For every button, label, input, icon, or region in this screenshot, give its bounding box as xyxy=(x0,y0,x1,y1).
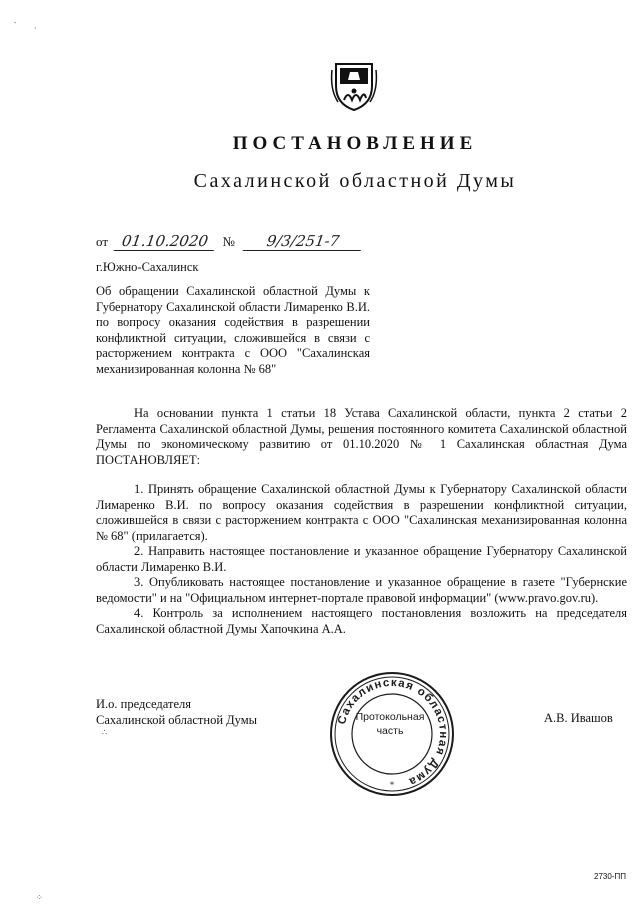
signatory-name: А.В. Ивашов xyxy=(544,711,613,725)
preamble-paragraph: На основании пункта 1 статьи 18 Устава Сахалинской области, пункта 2 статьи 2 Регламента Сахалинской областной Думы, решения постоянного комитета Сахалинской областной Думы по экономическому развитию от 01.10.2020 № 1 Сахалинская областная Дума ПОСТАНОВЛЯЕТ: xyxy=(96,406,627,467)
scan-speck: ∴ xyxy=(102,728,108,737)
scan-speck: · xyxy=(34,24,37,33)
document-subtitle: Сахалинской областной Думы xyxy=(193,170,517,192)
svg-text:*: * xyxy=(389,780,395,790)
footer-code: 2730-ПП xyxy=(594,872,626,881)
scan-speck: ⁘ xyxy=(36,893,43,902)
signatory-role-line: Сахалинской областной Думы xyxy=(96,713,258,727)
resolution-item: 4. Контроль за исполнением настоящего постановления возложить на председателя Сахалинской областной Думы Хапочкина А.А. xyxy=(96,606,627,636)
resolution-body xyxy=(96,406,627,637)
resolution-item: 3. Опубликовать настоящее постановление и указанное обращение в газете "Губернские ведомости" и на "Официальном интернет-портале правовой информации" (www.pravo.gov.ru). xyxy=(96,575,627,605)
document-title: ПОСТАНОВЛЕНИЕ xyxy=(232,133,478,154)
seal-center-line: Протокольная xyxy=(355,711,425,723)
city-line: г.Южно-Сахалинск xyxy=(96,260,199,274)
resolution-item: 1. Принять обращение Сахалинской областной Думы к Губернатору Сахалинской области Лимаренко В.И. по вопросу оказания содействия в разрешении конфликтной ситуации, сложившейся в связи с расторжением контракта с ООО "Сахалинская механизированная колонна № 68" (прилагается). xyxy=(96,482,627,543)
handwritten-number: 9/3/251-7 xyxy=(243,232,364,251)
seal-center-line: часть xyxy=(376,725,404,737)
resolution-item: 2. Направить настоящее постановление и указанное обращение Губернатору Сахалинской области Лимаренко В.И. xyxy=(96,544,627,574)
handwritten-date: 01.10.2020 xyxy=(114,232,217,251)
subject-heading: Об обращении Сахалинской областной Думы к Губернатору Сахалинской области Лимаренко В.И. по вопросу оказания содействия в разрешении конфликтной ситуации, сложившейся в связи с расторжением контракта с ООО "Сахалинская механизированная колонна № 68" xyxy=(96,284,370,376)
signatory-role xyxy=(96,696,257,728)
signatory-role-line: И.о. председателя xyxy=(96,697,192,711)
scan-speck: ⸳ xyxy=(14,17,17,26)
seal-ring-text: Сахалинская областная Дума xyxy=(335,676,450,788)
number-prefix: № xyxy=(222,234,235,249)
sakhalin-coat-of-arms-emblem xyxy=(330,60,378,112)
date-number-line xyxy=(96,232,362,251)
seal-center-text xyxy=(345,710,435,738)
date-prefix: от xyxy=(96,234,109,249)
